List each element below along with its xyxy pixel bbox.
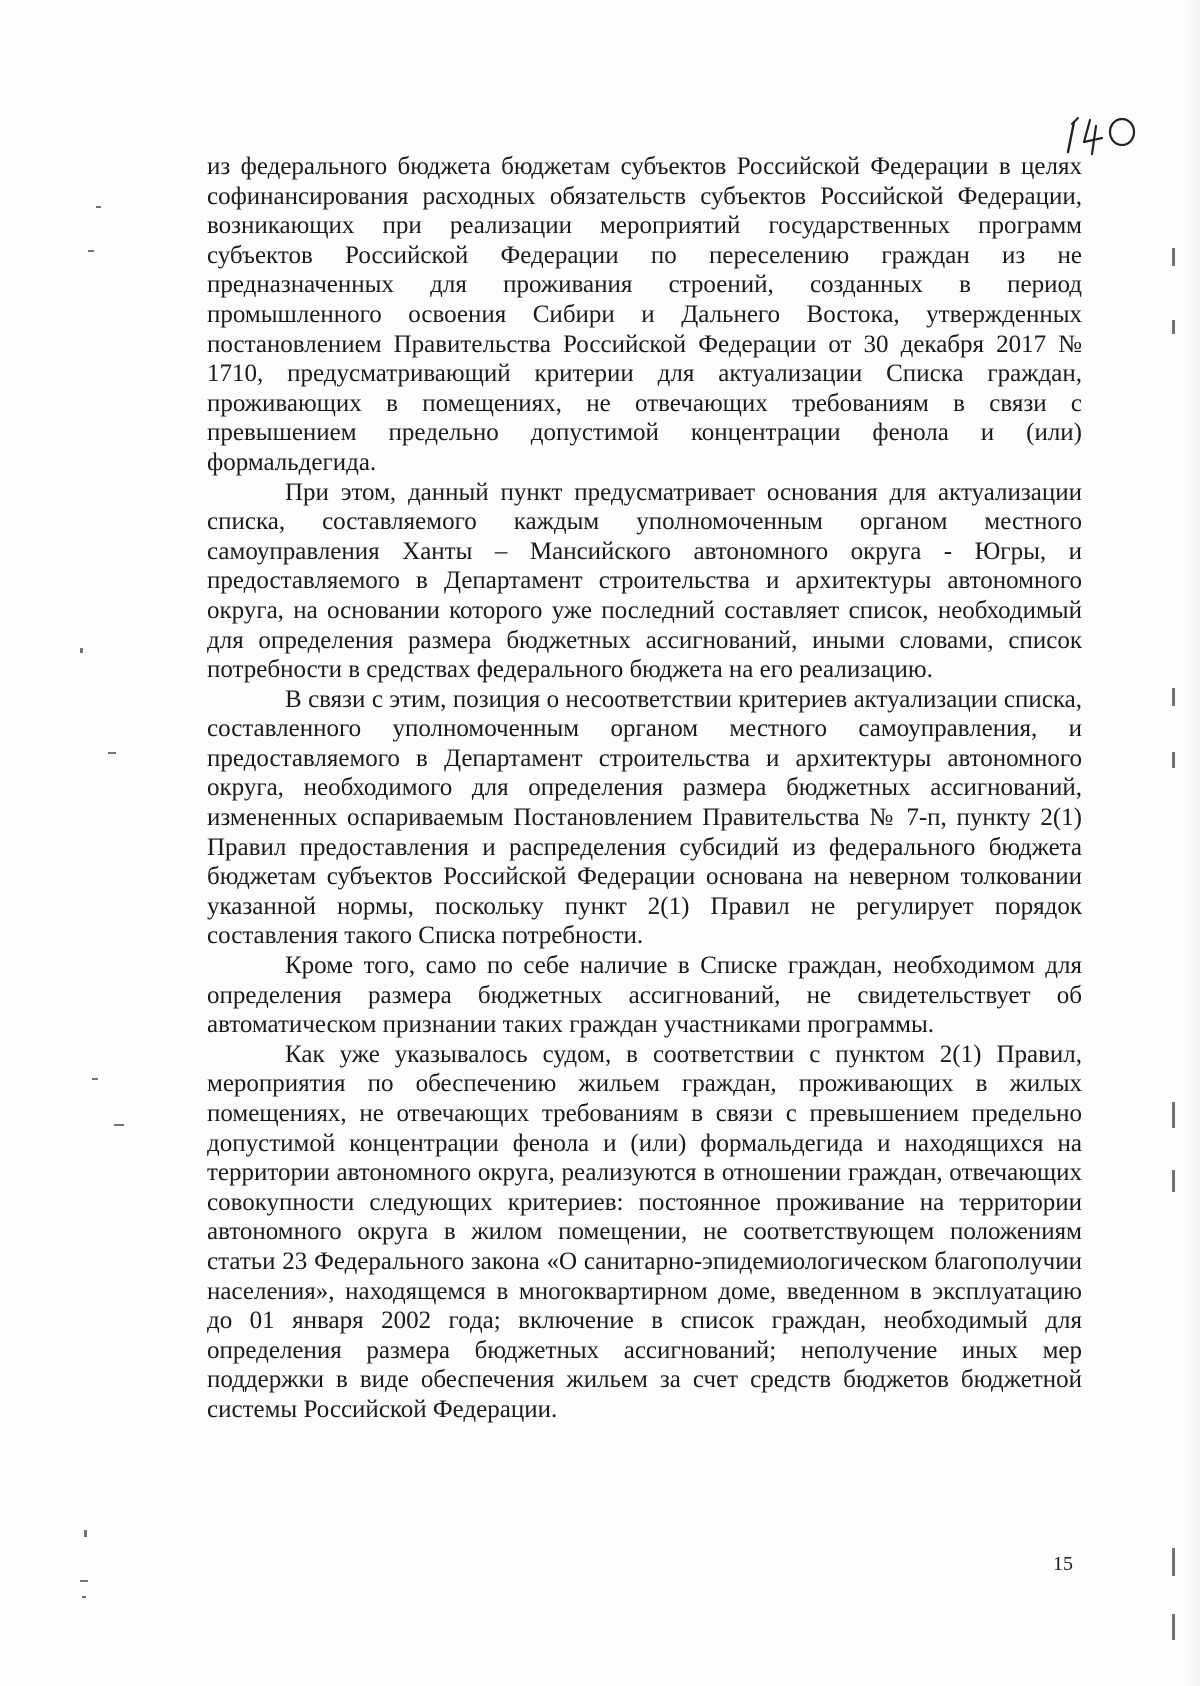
paragraph-2: При этом, данный пункт предусматривает основания для актуализации списка, составляемого каждым уполномоченным органом местного самоуправления Ханты – Мансийского автономного округа - Югры, и предоставляемого в Департамент строительства и архитектуры автономного округа, на основании которого уже последний составляет список, необходимый для определения размера бюджетных ассигнований, иными словами, список потребности в средствах федерального бюджета на его реализацию.: [207, 478, 1082, 684]
scan-edge-shadow: [1186, 0, 1200, 1686]
paragraph-5: Как уже указывалось судом, в соответствии с пунктом 2(1) Правил, мероприятия по обеспечению жильем граждан, проживающих в жилых помещениях, не отвечающих требованиям в связи с превышением предельно допустимой концентрации фенола и (или) формальдегида и находящихся на территории автономного округа, реализуются в отношении граждан, отвечающих совокупности следующих критериев: постоянное проживание на территории автономного округа в жилом помещении, не соответствующем положениям статьи 23 Федерального закона «О санитарно-эпидемиологическом благополучии населения», находящемся в многоквартирном доме, введенном в эксплуатацию до 01 января 2002 года; включение в список граждан, необходимый для определения размера бюджетных ассигнований; неполучение иных мер поддержки в виде обеспечения жильем за счет средств бюджетов бюджетной системы Российской Федерации.: [207, 1040, 1082, 1423]
paragraph-3: В связи с этим, позиция о несоответствии критериев актуализации списка, составленного уполномоченным органом местного самоуправления, и предоставляемого в Департамент строительства и архитектуры автономного округа, необходимого для определения размера бюджетных ассигнований, измененных оспариваемым Постановлением Правительства № 7-п, пункту 2(1) Правил предоставления и распределения субсидий из федерального бюджета бюджетам субъектов Российской Федерации основана на неверном толковании указанной нормы, поскольку пункт 2(1) Правил не регулирует порядок составления такого Списка потребности.: [207, 685, 1082, 950]
scan-mark: [114, 1124, 124, 1126]
scan-mark: [88, 250, 94, 252]
scan-mark: [1172, 1614, 1175, 1640]
scan-mark: [80, 648, 83, 653]
paragraph-4: Кроме того, само по себе наличие в Списке граждан, необходимом для определения размера бюджетных ассигнований, не свидетельствует об автоматическом признании таких граждан участниками программы.: [207, 952, 1082, 1039]
scan-mark: [108, 752, 116, 754]
scan-mark: [1172, 688, 1175, 706]
scan-mark: [82, 1596, 86, 1598]
paragraph-1: из федерального бюджета бюджетам субъектов Российской Федерации в целях софинансирования расходных обязательств субъектов Российской Федерации, возникающих при реализации мероприятий государственных программ субъектов Российской Федерации по переселению граждан из не предназначенных для проживания строений, созданных в период промышленного освоения Сибири и Дальнего Востока, утвержденных постановлением Правительства Российской Федерации от 30 декабря 2017 № 1710, предусматривающий критерии для актуализации Списка граждан, проживающих в помещениях, не отвечающих требованиям в связи с превышением предельно допустимой концентрации фенола и (или) формальдегида.: [207, 153, 1082, 476]
scan-mark: [96, 206, 101, 208]
scan-mark: [1172, 752, 1175, 768]
document-body: [207, 152, 1082, 1425]
scan-mark: [1172, 320, 1175, 334]
scan-mark: [84, 1530, 87, 1537]
scan-mark: [1172, 1102, 1175, 1128]
scan-mark: [80, 1580, 88, 1582]
scan-mark: [92, 1078, 98, 1080]
scan-mark: [1172, 1170, 1175, 1192]
scan-mark: [1172, 1548, 1175, 1576]
scan-mark: [1172, 248, 1175, 266]
page-number: 15: [1053, 1553, 1073, 1575]
